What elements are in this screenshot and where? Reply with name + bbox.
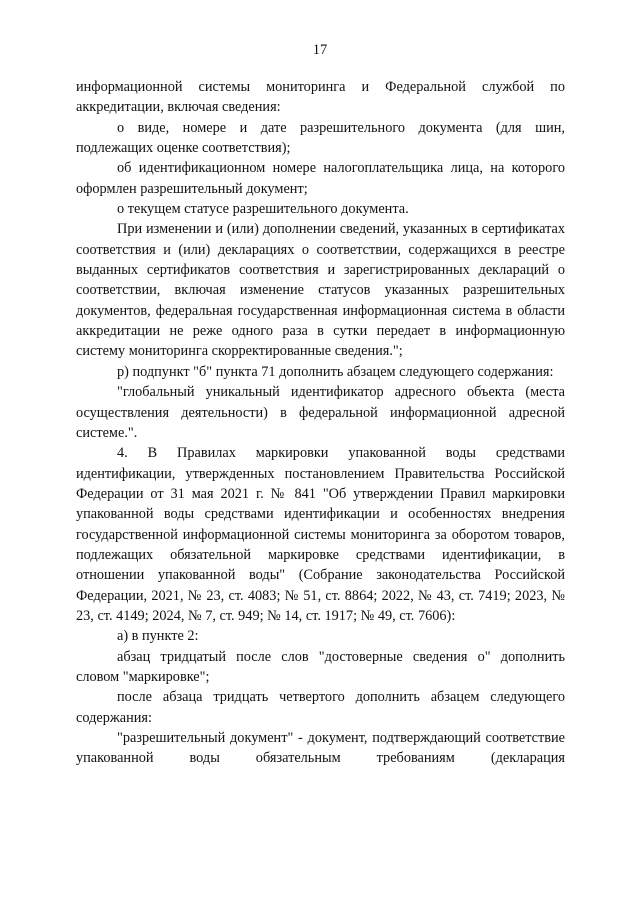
paragraph: после абзаца тридцать четвертого дополнить абзацем следующего содержания: [76,689,565,726]
paragraph: 4. В Правилах маркировки упакованной воды средствами идентификации, утвержденных постановлением Правительства Российской Федерации от 31 мая 2021 г. № 841 "Об утверждении Правил маркировки упакованной воды средствами идентификации и особенностях внедрения государственной информационной системы мониторинга за оборотом товаров, подлежащих обязательной маркировке средствами идентификации, в отношении упакованной воды" (Собрание законодательства Российской Федерации, 2021, № 23, ст. 4083; № 51, ст. 8864; 2022, № 43, ст. 7419; 2023, № 23, ст. 4149; 2024, № 7, ст. 949; № 14, ст. 1917; № 49, ст. 7606): [76,445,565,624]
paragraph: "глобальный уникальный идентификатор адресного объекта (места осуществления деятельности) в федеральной информационной адресной системе.". [76,384,565,441]
paragraph: р) подпункт "б" пункта 71 дополнить абзацем следующего содержания: [117,363,554,380]
document-text-body [76,77,565,769]
paragraph: о виде, номере и дате разрешительного документа (для шин, подлежащих оценке соответствия); [76,119,565,157]
paragraph: информационной системы мониторинга и Федеральной службой по аккредитации, включая сведения: [76,79,565,116]
paragraph: об идентификационном номере налогоплательщика лица, на которого оформлен разрешительный документ; [76,160,565,197]
paragraph: а) в пункте 2: [117,628,199,645]
paragraph: о текущем статусе разрешительного документа. [117,201,409,218]
paragraph: "разрешительный документ" - документ, подтверждающий соответствие упакованной воды обязательным требованиям (декларация [76,730,565,767]
paragraph: абзац тридцатый после слов "достоверные сведения о" дополнить словом "маркировке"; [76,648,565,685]
paragraph: При изменении и (или) дополнении сведений, указанных в сертификатах соответствия и (или) декларациях о соответствии, содержащихся в реестре выданных сертификатов соответствия и зарегистрированных деклараций о соответствии, включая изменение статусов указанных разрешительных документов, федеральная государственная информационная система в области аккредитации не реже одного раза в сутки передает в информационную систему мониторинга скорректированные сведения."; [76,221,565,360]
page-number: 17 [312,42,328,58]
